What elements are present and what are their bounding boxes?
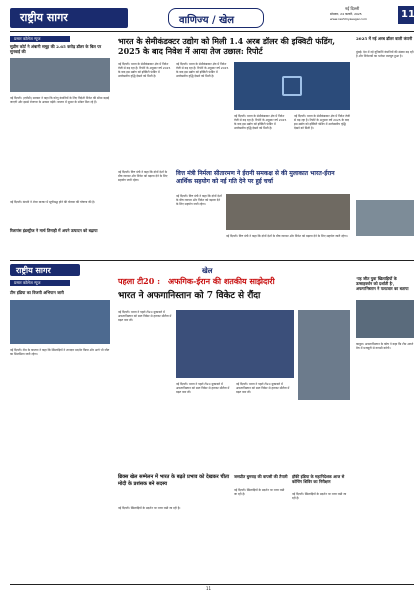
page-number-box (398, 6, 414, 24)
sports-bottom-body-1: नई दिल्ली। खिलाड़ियों के प्रदर्शन पर नजर रखी जा रही है। (118, 506, 181, 510)
footer-rule (10, 584, 414, 585)
footer-page-marker: 11 (206, 586, 212, 591)
sports-bottom (118, 474, 350, 578)
right-headline: 2025 में नई अरब डॉलर वाली कंपनी (356, 36, 413, 41)
sports-photo-main (176, 310, 294, 378)
date: सोमवार, 24 फरवरी, 2025 (330, 12, 362, 16)
lead-body-col-1: नई दिल्ली। भारत के सेमीकंडक्टर क्षेत्र में निवेश तेजी से बढ़ रहा है। रिपोर्ट के अनुसार वर्ष 2025 के बाद इस उद्योग को इक्विटी फंडिंग में उल्लेखनीय वृद्धि देखने को मिली है। (118, 62, 171, 78)
section-title-box (168, 8, 264, 28)
paper-name: राष्ट्रीय सागर (20, 11, 68, 24)
sports-label-box (196, 266, 226, 276)
sports-left (10, 290, 112, 580)
sports-left-photo (10, 300, 110, 344)
lead-body-col-3: नई दिल्ली। भारत के सेमीकंडक्टर क्षेत्र में निवेश तेजी से बढ़ रहा है। रिपोर्ट के अनुसार वर्ष 2025 के बाद इस उद्योग को इक्विटी फंडिंग में उल्लेखनीय वृद्धि देखने को मिली है। (234, 114, 287, 130)
sports-left-body: नई दिल्ली। टीम के कप्तान ने कहा कि खिलाड़ियों ने शानदार प्रदर्शन किया और आगे भी जीत का सिलसिला जारी रहेगा। (10, 348, 110, 356)
sports-bureau: प्रसार कॉलेज न्यूज (14, 280, 41, 285)
right-photo (356, 200, 414, 236)
masthead (0, 0, 420, 40)
lower-left-story (10, 200, 112, 256)
sports-right (356, 276, 414, 576)
left-photo (10, 58, 110, 92)
right-body: मुंबई। देश में नई यूनिकॉर्न कंपनियों की संख्या बढ़ रही है और निवेशकों का भरोसा मजबूत हुआ है। (356, 50, 414, 58)
sports-left-headline: टीम इंडिया का विजयी अभियान जारी (10, 290, 64, 295)
section-divider (10, 260, 414, 261)
page-number: 11 (401, 9, 415, 20)
lead-photo-chip (234, 62, 350, 110)
left-headline-1: सुप्रीम कोर्ट ने अंबानी समूह की 2.65 करोड़ डॉलर के बिल पर सुनवाई की (10, 44, 102, 54)
lead-body-col-2: नई दिल्ली। भारत के सेमीकंडक्टर क्षेत्र में निवेश तेजी से बढ़ रहा है। रिपोर्ट के अनुसार वर्ष 2025 के बाद इस उद्योग को इक्विटी फंडिंग में उल्लेखनीय वृद्धि देखने को मिली है। (176, 62, 229, 78)
sports-body-col-2: नई दिल्ली। भारत ने पहले टी20 मुकाबले में अफगानिस्तान को सात विकेट से हराकर सीरीज में बढ़त बना ली। (176, 382, 230, 394)
sports-right-body: काबुल। अफगानिस्तान के कोच ने कहा कि टीम अगले मैच में मजबूती से वापसी करेगी। (356, 342, 414, 350)
second-headline: वित्त मंत्री निर्मला सीतारमण ने ईरानी समकक्ष से की मुलाकात भारत-ईरान आर्थिक सहयोग को नई गति देने पर हुई चर्चा (176, 170, 335, 185)
sports-bottom-headline-2: जसप्रीत बुमराह की वापसी की तैयारी (234, 474, 288, 479)
paper-name-box (10, 8, 128, 28)
second-left-body: नई दिल्ली। वित्त मंत्री ने कहा कि दोनों देशों के बीच व्यापार और निवेश को बढ़ावा देने के लिए सहयोग जारी रहेगा। (118, 170, 168, 182)
sports-lead (118, 276, 350, 306)
lead-headline: भारत के सेमीकंडक्टर उद्योग को मिली 1.4 अरब डॉलर की इक्विटी फंडिंग, 2025 के बाद निवेश में आया तेज उछाल: रिपोर्ट (118, 36, 336, 56)
left-bureau: प्रसार कॉलेज न्यूज (14, 36, 41, 41)
right-column (356, 36, 414, 256)
sports-headline-2: भारत ने अफगानिस्तान को 7 विकेट से रौंदा (118, 291, 261, 301)
sports-bottom-headline-3: हॉकी इंडिया के महानिदेशक आज से कोचिंग शिविर का निरीक्षण (292, 474, 345, 484)
sports-right-photo (356, 300, 414, 338)
sports-body-col-3: नई दिल्ली। भारत ने पहले टी20 मुकाबले में अफगानिस्तान को सात विकेट से हराकर सीरीज में बढ़त बना ली। (236, 382, 290, 394)
left-body-1: नई दिल्ली। (एजेंसी) सरकार ने कहा कि घरेलू कंपनियों के लिए विदेशी निवेश की सीमा बढ़ाई जाएगी और इससे रोजगार के अवसर बढ़ेंगे। बाजार में सुधार के संकेत मिल रहे हैं। (10, 96, 110, 104)
lead-story (118, 36, 350, 166)
sports-paper-box (10, 264, 80, 276)
sports-bottom-headline-1: ब्रिक्स खेल सम्मेलन में भारत के बढ़ते प्रभाव को देखकर चीता मोदी के प्रशंसक बने सदस्य (118, 474, 230, 487)
sports-paper-name: राष्ट्रीय सागर (16, 265, 51, 275)
second-body-col-1: नई दिल्ली। वित्त मंत्री ने कहा कि दोनों देशों के बीच व्यापार और निवेश को बढ़ावा देने के लिए सहयोग जारी रहेगा। (176, 194, 222, 206)
section-title: वाणिज्य / खेल (179, 15, 235, 26)
sports-bottom-body-2: नई दिल्ली। खिलाड़ियों के प्रदर्शन पर नजर रखी जा रही है। (234, 488, 285, 496)
masthead-rule (10, 31, 414, 32)
second-story (118, 170, 350, 258)
left-headline-2: रिलायंस इंडस्ट्रीज ने मार्च तिमाही में अपने उत्पादन को बढ़ाया (10, 228, 98, 233)
lead-body-col-4: नई दिल्ली। भारत के सेमीकंडक्टर क्षेत्र में निवेश तेजी से बढ़ रहा है। रिपोर्ट के अनुसार वर्ष 2025 के बाद इस उद्योग को इक्विटी फंडिंग में उल्लेखनीय वृद्धि देखने को मिली है। (294, 114, 350, 130)
sports-label: खेल (202, 266, 213, 275)
sports-bottom-body-3: नई दिल्ली। खिलाड़ियों के प्रदर्शन पर नजर रखी जा रही है। (292, 492, 347, 500)
website: www.rashtriyasagar.com (330, 17, 367, 21)
sports-body-col-1: नई दिल्ली। भारत ने पहले टी20 मुकाबले में अफगानिस्तान को सात विकेट से हराकर सीरीज में बढ़त बना ली। (118, 310, 172, 322)
chip-icon (282, 76, 302, 96)
sports-kicker: पहला टी20 : (118, 276, 161, 286)
city: नई दिल्ली (345, 6, 360, 11)
sports-bureau-tag (10, 280, 70, 286)
sports-right-headline: 'यह जीत युवा खिलाड़ियों के उत्साहवर्धन को दर्शाती है', अफगानिस्तान ने पलटवार का बताया (356, 276, 409, 291)
second-photo (226, 194, 350, 230)
second-body-col-2: नई दिल्ली। वित्त मंत्री ने कहा कि दोनों देशों के बीच व्यापार और निवेश को बढ़ावा देने के लिए सहयोग जारी रहेगा। (226, 234, 348, 238)
sports-photo-side (298, 310, 350, 400)
lower-left-body: नई दिल्ली। कंपनी ने शेयर बाजार में सूचीबद्ध होने की योजना की घोषणा की है। (10, 200, 96, 204)
sports-headline-1: अफगिक-ईरान की शतकीय साझेदारी (168, 276, 275, 286)
left-bureau-tag (10, 36, 70, 42)
sports-center (118, 310, 350, 470)
